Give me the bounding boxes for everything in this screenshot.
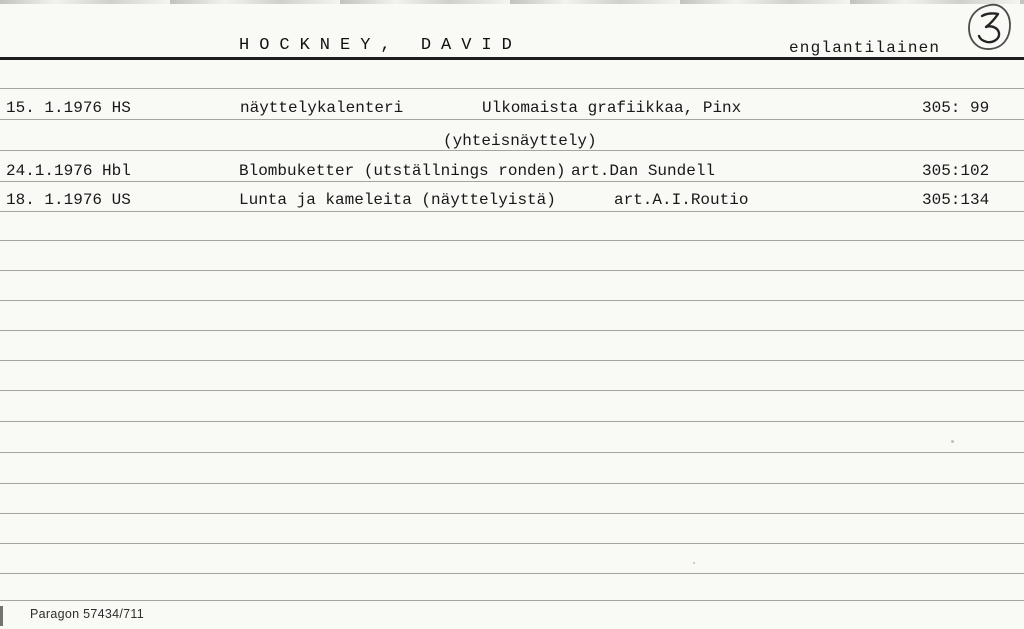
ruled-line (0, 452, 1024, 453)
entry-catalog-ref: 305: 99 (922, 99, 990, 117)
ruled-line (0, 390, 1024, 391)
ruled-line (0, 543, 1024, 544)
scan-edge-artifact (0, 606, 3, 626)
ruled-line (0, 211, 1024, 212)
artist-nationality: englantilainen (789, 39, 941, 57)
handwritten-page-number-circled-3 (960, 1, 1018, 53)
entry-title: Blombuketter (utställnings ronden) (239, 162, 566, 180)
ruled-line (0, 600, 1024, 601)
entry-author: art.Dan Sundell (571, 162, 716, 180)
ruled-line (0, 181, 1024, 182)
ruled-line (0, 421, 1024, 422)
scan-edge-artifact (0, 0, 1024, 4)
scan-speck (693, 562, 695, 564)
ruled-line (0, 330, 1024, 331)
ruled-line (0, 360, 1024, 361)
entry-date-source: 24.1.1976 Hbl (6, 162, 131, 180)
ruled-line (0, 240, 1024, 241)
ruled-line (0, 88, 1024, 89)
entry-author: art.A.I.Routio (614, 191, 749, 209)
ruled-line (0, 119, 1024, 120)
card-stock-imprint: Paragon 57434/711 (30, 607, 144, 621)
ruled-line (0, 300, 1024, 301)
ruled-line (0, 573, 1024, 574)
entry-title: Ulkomaista grafiikkaa, Pinx (482, 99, 742, 117)
ruled-line (0, 513, 1024, 514)
entry-description: näyttelykalenteri (240, 99, 404, 117)
ruled-line (0, 270, 1024, 271)
header-rule-heavy (0, 57, 1024, 60)
entry-catalog-ref: 305:102 (922, 162, 990, 180)
entry-date-source: 15. 1.1976 HS (6, 99, 131, 117)
card-title-artist-name: HOCKNEY, DAVID (239, 36, 522, 55)
ruled-line (0, 483, 1024, 484)
entry-catalog-ref: 305:134 (922, 191, 990, 209)
entry-note: (yhteisnäyttely) (443, 132, 597, 150)
scan-speck (951, 440, 954, 443)
entry-date-source: 18. 1.1976 US (6, 191, 131, 209)
entry-title: Lunta ja kameleita (näyttelyistä) (239, 191, 556, 209)
